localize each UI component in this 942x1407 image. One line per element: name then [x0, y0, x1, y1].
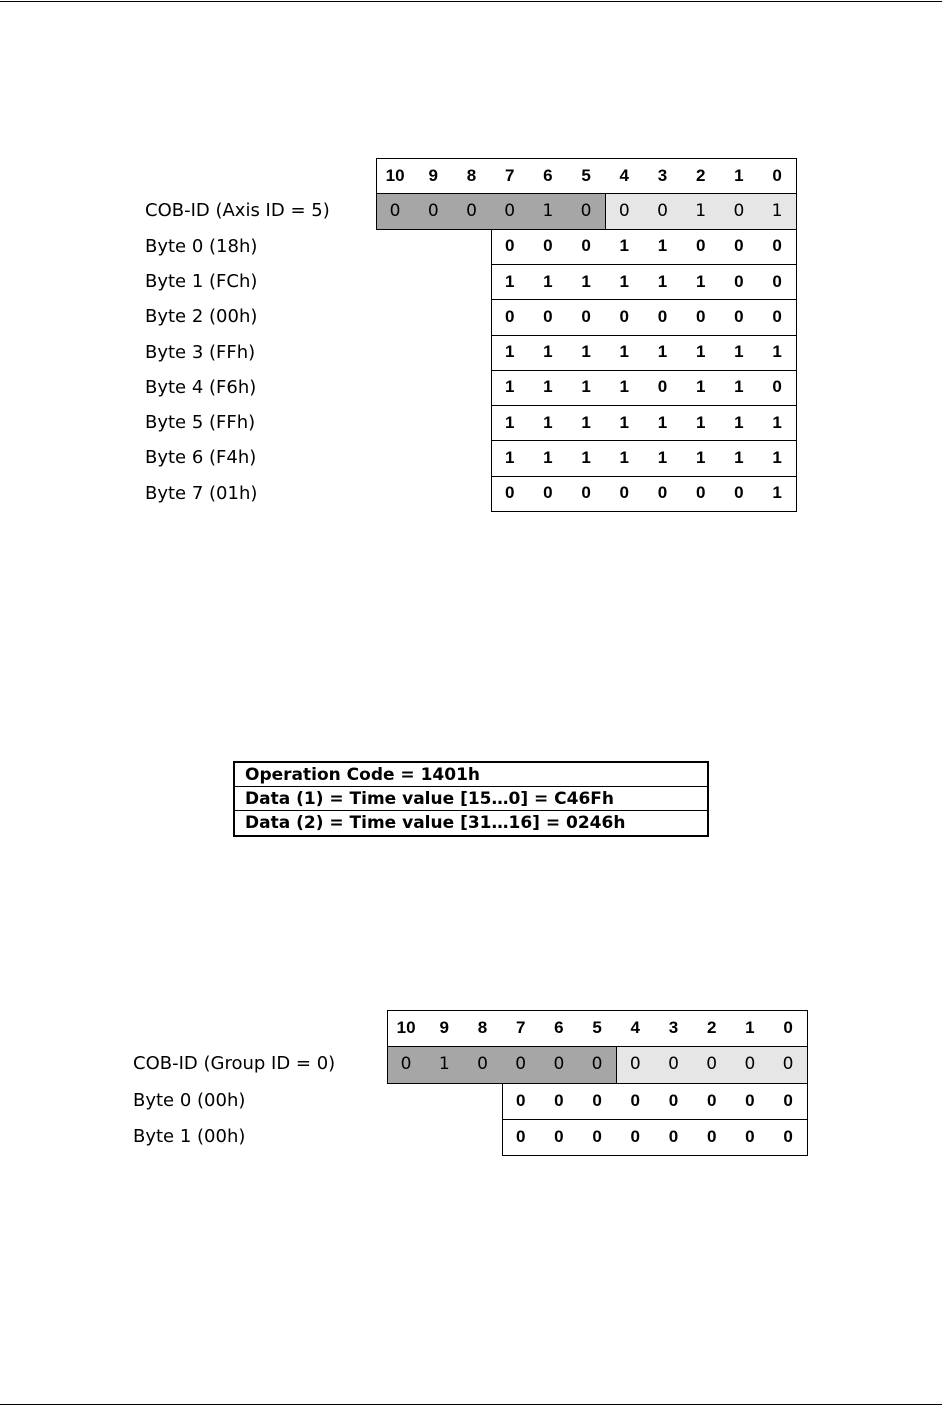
bit-header: 4 — [619, 165, 630, 185]
byte-bit: 1 — [695, 271, 706, 291]
cob-id-bit: 0 — [618, 200, 630, 221]
byte-bit: 1 — [619, 271, 630, 291]
byte-row-line — [502, 1155, 809, 1156]
byte-bit: 1 — [734, 342, 744, 362]
cob-id-bit: 0 — [744, 1054, 756, 1075]
bit-header: 5 — [581, 165, 591, 185]
byte-bit: 1 — [504, 377, 515, 397]
byte-bit: 0 — [772, 306, 782, 326]
bottom-rule — [0, 1404, 942, 1405]
byte-bit: 0 — [554, 1090, 564, 1110]
byte-bit: 0 — [581, 236, 591, 256]
byte-bit: 1 — [657, 342, 668, 362]
cob-id-bit: 1 — [771, 200, 783, 221]
byte-bit: 1 — [772, 448, 782, 468]
bit-header: 9 — [428, 165, 439, 185]
byte-bit: 0 — [657, 377, 668, 397]
byte-label: Byte 3 (FFh) — [145, 341, 256, 363]
cob-id-bit: 0 — [515, 1054, 527, 1075]
byte-row-line — [491, 511, 798, 512]
byte-bit: 0 — [668, 1127, 679, 1147]
byte-bit: 0 — [734, 271, 744, 291]
byte-bit: 1 — [619, 342, 630, 362]
cob-id-bit: 0 — [389, 200, 401, 221]
byte-bit: 0 — [745, 1127, 755, 1147]
byte-bit: 0 — [630, 1127, 641, 1147]
byte-bit: 0 — [706, 1127, 717, 1147]
byte-bit: 0 — [581, 483, 591, 503]
byte-bit: 0 — [504, 306, 515, 326]
data2-row: Data (2) = Time value [31…16] = 0246h — [245, 813, 626, 833]
byte-bit: 1 — [504, 342, 515, 362]
byte-bit: 1 — [695, 377, 706, 397]
byte-bit: 1 — [504, 271, 515, 291]
cob-id-bit: 0 — [591, 1054, 603, 1075]
byte-bit: 0 — [772, 271, 782, 291]
cob-id-bit: 0 — [668, 1054, 679, 1075]
cob-id-bit: 0 — [782, 1054, 794, 1075]
cob-id-label: COB-ID (Group ID = 0) — [133, 1053, 336, 1075]
byte-bit: 0 — [554, 1127, 564, 1147]
byte-bit: 1 — [772, 412, 782, 432]
byte-label: Byte 4 (F6h) — [145, 376, 257, 398]
bit-header: 10 — [396, 1018, 416, 1038]
byte-bit: 1 — [543, 271, 553, 291]
bit-header: 7 — [515, 1018, 526, 1038]
cob-id-bit: 0 — [504, 200, 516, 221]
byte-bit: 1 — [581, 412, 591, 432]
bit-header: 1 — [745, 1018, 755, 1038]
bit-header: 3 — [657, 165, 668, 185]
cob-id-bit: 1 — [542, 200, 554, 221]
byte-bit: 1 — [657, 448, 668, 468]
byte-bit: 0 — [734, 483, 744, 503]
bit-header: 7 — [504, 165, 515, 185]
cob-id-label: COB-ID (Axis ID = 5) — [145, 200, 330, 222]
byte-label: Byte 0 (00h) — [133, 1089, 246, 1111]
byte-bit: 0 — [772, 377, 782, 397]
byte-bit: 0 — [504, 483, 515, 503]
byte-bit: 0 — [706, 1090, 717, 1110]
cob-id-bit: 1 — [695, 200, 707, 221]
cob-id-bit: 0 — [553, 1054, 565, 1075]
byte-bit: 0 — [783, 1090, 793, 1110]
byte-bit: 1 — [734, 412, 744, 432]
byte-bit: 0 — [543, 306, 553, 326]
bit-header: 8 — [466, 165, 477, 185]
byte-bit: 0 — [543, 236, 553, 256]
byte-bit: 1 — [543, 342, 553, 362]
byte-bit: 1 — [504, 412, 515, 432]
bit-header: 0 — [783, 1018, 793, 1038]
byte-bit: 0 — [695, 483, 706, 503]
byte-bit: 0 — [515, 1127, 526, 1147]
byte-bit: 1 — [657, 236, 668, 256]
byte-bit: 1 — [543, 377, 553, 397]
bit-header: 8 — [477, 1018, 488, 1038]
byte-label: Byte 1 (FCh) — [145, 270, 258, 292]
bit-header: 2 — [695, 165, 706, 185]
byte-label: Byte 1 (00h) — [133, 1125, 246, 1147]
byte-bit: 1 — [619, 412, 630, 432]
byte-bit: 1 — [772, 342, 782, 362]
byte-label: Byte 5 (FFh) — [145, 412, 256, 434]
cob-id-bit: 0 — [733, 200, 745, 221]
cob-id-bit: 0 — [706, 1054, 718, 1075]
byte-bit: 0 — [630, 1090, 641, 1110]
byte-bit: 1 — [695, 412, 706, 432]
bit-header: 0 — [772, 165, 782, 185]
grid-right-line — [807, 1010, 808, 1155]
cob-id-bit: 0 — [466, 200, 477, 221]
byte-bit: 1 — [772, 483, 782, 503]
byte-bit: 1 — [695, 448, 706, 468]
bit-header: 2 — [706, 1018, 717, 1038]
byte-label: Byte 7 (01h) — [145, 482, 258, 504]
data1-row: Data (1) = Time value [15…0] = C46Fh — [235, 787, 707, 811]
byte-bit: 0 — [657, 306, 668, 326]
byte-bit: 1 — [695, 342, 706, 362]
cob-id-bit: 0 — [580, 200, 592, 221]
bit-header: 3 — [668, 1018, 679, 1038]
bit-header: 5 — [592, 1018, 602, 1038]
byte-bit: 0 — [581, 306, 591, 326]
byte-bit: 1 — [657, 412, 668, 432]
bit-header: 9 — [439, 1018, 450, 1038]
byte-bit: 1 — [581, 448, 591, 468]
byte-bit: 1 — [734, 377, 744, 397]
cob-id-bit: 0 — [657, 200, 668, 221]
byte-bit: 0 — [515, 1090, 526, 1110]
byte-bit: 1 — [581, 377, 591, 397]
byte-bit: 0 — [772, 236, 782, 256]
bit-header: 1 — [734, 165, 744, 185]
bit-header: 10 — [385, 165, 405, 185]
byte-bit: 0 — [592, 1090, 602, 1110]
byte-bit: 1 — [734, 448, 744, 468]
top-rule — [0, 1, 942, 2]
byte-bit: 1 — [543, 448, 553, 468]
byte-bit: 0 — [543, 483, 553, 503]
byte-bit: 0 — [592, 1127, 602, 1147]
byte-bit: 0 — [668, 1090, 679, 1110]
byte-bit: 1 — [543, 412, 553, 432]
byte-bit: 0 — [695, 306, 706, 326]
operation-code-row: Operation Code = 1401h — [235, 763, 707, 787]
byte-bit: 0 — [619, 306, 630, 326]
bit-header: 4 — [630, 1018, 641, 1038]
byte-bit: 0 — [745, 1090, 755, 1110]
byte-bit: 0 — [734, 236, 744, 256]
byte-label: Byte 2 (00h) — [145, 306, 258, 328]
bit-header: 6 — [554, 1018, 564, 1038]
cob-id-bit: 0 — [427, 200, 439, 221]
cob-id-bit: 0 — [400, 1054, 412, 1075]
byte-label: Byte 0 (18h) — [145, 235, 258, 257]
byte-bit: 1 — [581, 342, 591, 362]
byte-bit: 0 — [695, 236, 706, 256]
byte-bit: 1 — [619, 377, 630, 397]
byte-bit: 1 — [581, 271, 591, 291]
byte-label: Byte 6 (F4h) — [145, 447, 257, 469]
byte-bit: 0 — [504, 236, 515, 256]
byte-bit: 1 — [619, 448, 630, 468]
byte-bit: 1 — [619, 236, 630, 256]
byte-bit: 0 — [657, 483, 668, 503]
byte-bit: 1 — [504, 448, 515, 468]
byte-bit: 0 — [783, 1127, 793, 1147]
byte-bit: 0 — [734, 306, 744, 326]
operation-code-table — [233, 761, 709, 837]
byte-bit: 0 — [619, 483, 630, 503]
cob-id-bit: 0 — [477, 1054, 488, 1075]
cob-id-bit: 1 — [438, 1054, 450, 1075]
cob-id-bit: 0 — [629, 1054, 641, 1075]
byte-bit: 1 — [657, 271, 668, 291]
bit-header: 6 — [543, 165, 553, 185]
